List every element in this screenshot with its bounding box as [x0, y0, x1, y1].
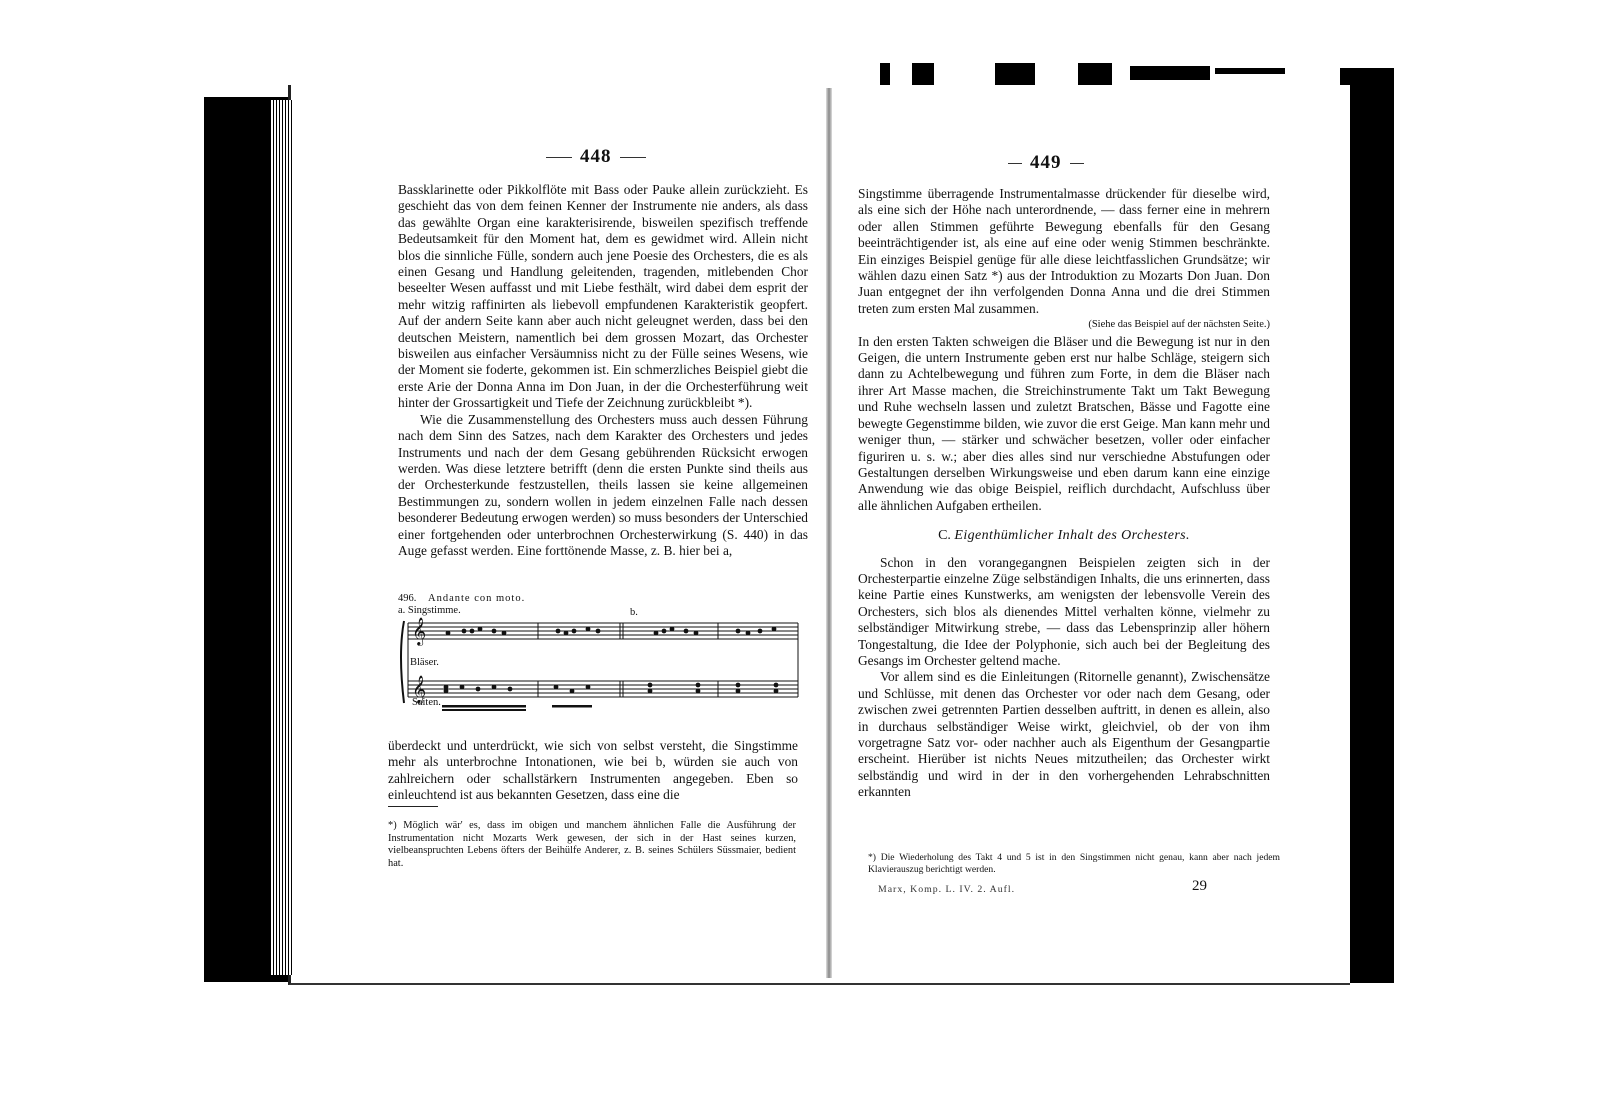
right-paragraph-1: Singstimme überragende Instrumentalmasse drückender für dieselbe wird, als eine sich der Höhe nach unterordnende, — dass ferner eine in mehrern oder allen Stimmen geführte Bewegung ebenfalls für den Gesang beeinträchtigender ist, als eine auf eine oder wenig Stimmen beschränkte. Ein einziges Beispiel genüge für alle diese leichtfasslichen Grundsätze; wir wählen dazu einen Satz *) aus der Introduktion zu Mozarts Don Juan. Don Juan entgegnet der ihn verfolgenden Donna Anna und die drei Stimmen treten zum ersten Mal zusammen.	[858, 186, 1270, 316]
left-footnote: *) Möglich wär' es, dass im obigen und manchem ähnlichen Falle die Ausführung der Instrumentation nicht Mozarts Werk gewesen, der sich in der Hast seines kurzen, vielbeanspruchten Lebens öfters der Beihülfe Anderer, z. B. seines Schülers Süssmaier, bedient hat.	[388, 820, 796, 869]
page-edges	[270, 100, 292, 975]
left-paragraph-1: Bassklarinette oder Pikkolflöte mit Bass oder Pauke allein zurückzieht. Es geschieht das von dem feinen Kenner der Instrumente nie anders, als dass das gewählte Organ eine karakterisirende, bisweilen spezifisch treffende Bedeutsamkeit für den Moment hat, dem es gewidmet wird. Allein nicht blos die sinnliche Fülle, sondern auch jene Poesie des Orchesters, die es als einen Gesang und Handlung geleitenden, tragenden, mitlebenden Chor beseelter Wesen auffasst und mit Liebe festhält, wird dabei dem esprit der mehr witzig raffinirten als liebevoll empfundenen Karakteristik geopfert. Auf der andern Seite kann aber auch nicht geleugnet werden, dass bei den deutschen Meistern, namentlich bei dem grossen Mozart, das Orchester bisweilen aus einfacher Versäumniss nicht zu der Fülle seines Wesens, wie der Moment sie foderte, gekommen ist. Ein schmerzliches Beispiel giebt die erste Arie der Donna Anna im Don Juan, in der die Orchesterführung weit hinter der Grossartigkeit und Tiefe der Zeichnung zurückbleibt *).	[398, 182, 808, 411]
book-gutter	[826, 88, 832, 978]
page-tab	[1130, 66, 1210, 80]
music-example	[398, 593, 806, 723]
right-paragraph-4: Vor allem sind es die Einleitungen (Ritornelle genannt), Zwischensätze und Schlüsse, mit denen das Orchester vor oder nach dem Gesang, oder zwischen zwei getrennten Partien desselben auftritt, in denen es allein, also in durchaus selbständiger Weise wirkt, gleichviel, ob der von ihm vorgetragne Satz vor- oder nachher auch als Eigenthum der Gesangpartie erscheint. Hierüber ist nichts Neues mitzutheilen; das Orchester wirkt selbständig und wird in der in den vorhergehenden Lehrabschnitten erkannten	[858, 669, 1270, 800]
right-footnote: *) Die Wiederholung des Takt 4 und 5 ist in den Singstimmen nicht genau, kann aber nach jedem Klavierauszug berichtigt werden.	[868, 852, 1280, 875]
right-paragraph-2: In den ersten Takten schweigen die Bläser und die Bewegung ist nur in den Geigen, die untern Instrumente geben erst nur halbe Schläge, steigern sich dann zu Achtelbewegung und führen zum Forte, in dem die Bläser nach ihrer Art Masse machen, die Streichinstrumente Takt um Takt Bewegung und Ruhe wechseln lassen und zuletzt Bratschen, Bässe und Fagotte eine bewegte Gegenstimme bilden, wie zuvor die erst Geige. Man kann mehr und weniger thun, — stärker und schwächer besetzen, voller oder einfacher figuriren u. s. w.; aber dies alles sind nur verschiedne Abstufungen oder Gestaltungen derselben Wirkungsweise und eben darum kann eine einzige Anwendung wie das obige Beispiel, reiflich durchdacht, Aufschluss über alle ähnlichen Aufgaben ertheilen.	[858, 333, 1270, 513]
page-tab	[1215, 68, 1285, 74]
left-body-text	[398, 182, 808, 559]
section-letter: C.	[938, 528, 951, 544]
label-blaeser: Bläser.	[410, 657, 439, 668]
label-singstimme: a. Singstimme.	[398, 605, 461, 616]
left-paragraph-2: Wie die Zusammenstellung des Orchesters muss auch dessen Führung nach dem Sinn des Satzes, nach dem Karakter des Orchesters und jedes Instruments und nach der dem Gesang gebührenden Rücksicht erwogen werden. Was diese letztere betrifft (denn die ersten Punkte sind theils aus der Orchesterkunde festzustellen, theils lassen sie keine allgemeinen Bestimmungen zu, sondern wollen in jedem einzelnen Falle nach dessen besonderer Bedeutung erwogen werden) so muss besonders der Unterschied einer fortgehenden oder unterbrochnen Orchesterwirkung (S. 440) in das Auge gefasst werden. Eine forttönende Masse, z. B. hier bei a,	[398, 411, 808, 558]
section-title: Eigenthümlicher Inhalt des Orchesters.	[954, 528, 1190, 544]
label-saiten: Saiten.	[412, 697, 441, 708]
svg-text:𝄞: 𝄞	[412, 675, 427, 703]
signature-line: Marx, Komp. L. IV. 2. Aufl.	[878, 884, 1016, 895]
right-page-number: 449	[1000, 152, 1092, 174]
right-paragraph-3: Schon in den vorangegangnen Beispielen zeigten sich in der Orchesterpartie einzelne Züge selbständigen Inhalts, die uns erinnerten, dass keine Partie eines Kunstwerks, am wenigsten der lebensvolle Verein des Orchesters, sich blos als dienendes Mittel verhalten könne, vielmehr zu selbständiger Mitwirkung strebe, — dass das Lebensprinzip aller höhern Tongestaltung, die Idee der Polyphonie, sich auch bei der Begleitung des Gesangs im Orchester geltend mache.	[858, 554, 1270, 668]
footnote-rule	[388, 806, 438, 807]
example-number: 496.	[398, 593, 417, 604]
right-body-text	[858, 186, 1270, 801]
tempo-marking: Andante con moto.	[428, 593, 526, 604]
section-heading	[858, 528, 1270, 544]
left-paragraph-3: überdeckt und unterdrückt, wie sich von selbst versteht, die Singstimme mehr als unterbrochne Intonationen, wie bei b, würden sie auch von zahlreichern oder schallstärkern Instrumenten angegeben. Eben so einleuchtend ist aus bekannten Gesetzen, dass eine die	[388, 738, 798, 803]
see-example-note: (Siehe das Beispiel auf der nächsten Seite.)	[1088, 319, 1270, 331]
left-after-music-text	[388, 738, 798, 804]
svg-text:𝄞: 𝄞	[412, 617, 427, 645]
music-staves	[398, 593, 806, 723]
label-b: b.	[630, 607, 638, 618]
signature-number: 29	[1192, 878, 1207, 894]
left-page-number: 448	[538, 146, 654, 168]
